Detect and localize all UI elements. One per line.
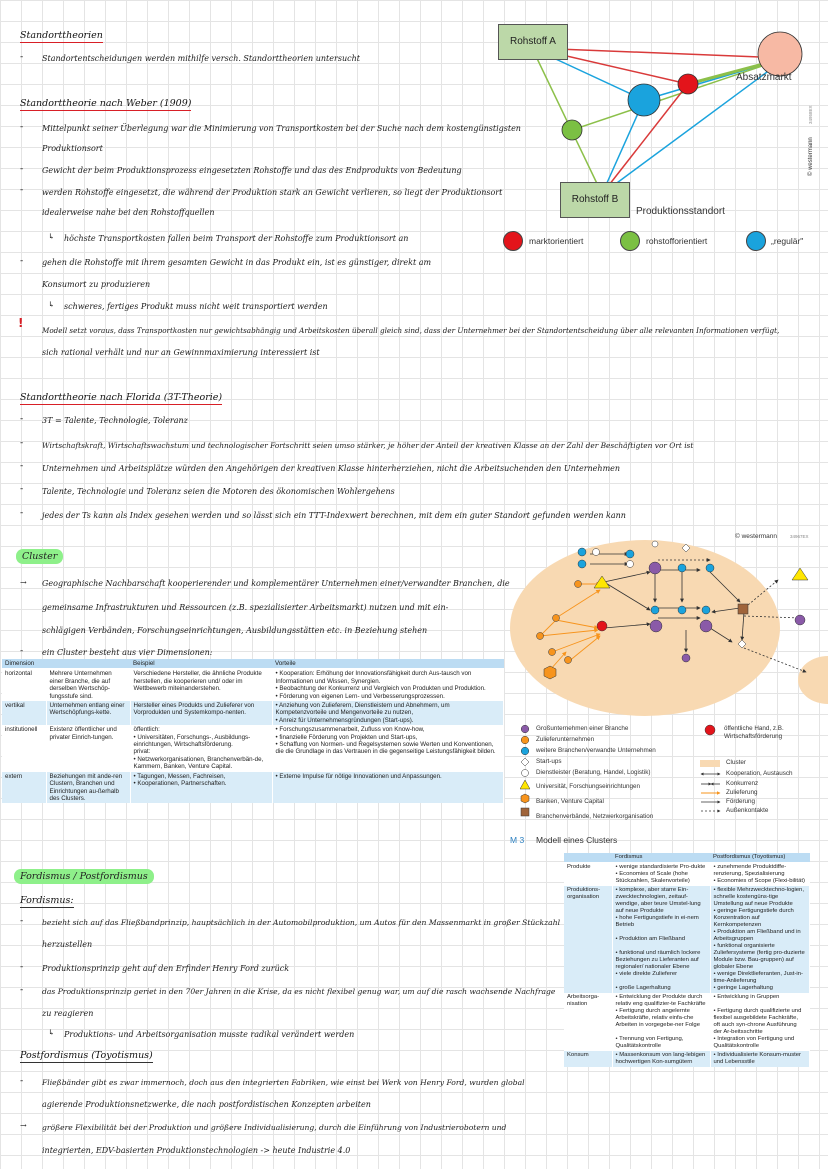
florida-line: 3T = Talente, Technologie, Toleranz [42,416,188,425]
cluster-dimensions-table [2,659,504,803]
legend-item: Zulieferung [726,789,758,796]
cluster-legend-icons-right [700,724,724,824]
legend-item: weitere Branchen/verwandte Unternehmen [536,747,656,754]
legend-item: Großunternehmen einer Branche [536,725,629,732]
table-cell: • Tagungen, Messen, Fachreisen, • Kooperationen, Partnerschaften. [130,772,272,804]
legend-item: Konkurrenz [726,780,759,787]
weber-line: Modell setzt voraus, dass Transportkosten nur gewichtsabhängig und Arbeitskosten überall gleich sind, dass der Unternehmer bei der Standortentscheidung über alle relevanten Informationen verfügt, [42,326,780,335]
postford-line: größere Flexibilität bei der Produktion und größere Individualisierung, durch die Einführung von Industrierobotern und [42,1123,507,1132]
legend-item: öffentliche Hand, z.B. Wirtschaftsförderung [724,725,784,740]
arrow-sub-icon: ↳ [48,232,55,241]
heading-standorttheorien: Standorttheorien [20,30,103,41]
ford-line: Produktions- und Arbeitsorganisation musste radikal verändert werden [64,1030,355,1039]
marktorientiert-point [678,74,698,94]
absatzmarkt-label: Absatzmarkt [736,72,792,83]
table-cell: extern [2,772,46,804]
table-header: Dimension [2,659,46,669]
bullet-dash: - [20,461,24,471]
table-cell [272,701,504,725]
table-cell: • zunehmende Produktdiffe-renzierung, Spezialisierung • Economies of Scope (Flexi-bilität) [710,863,810,887]
figure-number: M 3 [510,835,525,845]
table-cell: institutionell [2,725,46,771]
weber-line: schweres, fertiges Produkt muss nicht weit transportiert werden [64,302,328,311]
heading-fordismus: Fordismus / Postfordismus [14,869,154,884]
list-item: • Anziehung von Zulieferern, Dienstleistern und Abnehmern, um Kompetenzvorteile und Mengenvorteile zu nutzen, [275,702,450,717]
list-item: • Schaffung von Normen- und Regelsystemen sowie Werten und Konventionen, die die Grundlage in das Vertrauen in die gegenseitige Leistungsfähigkeit bilden. [275,741,496,756]
table-header [564,853,612,863]
legend-item: Banken, Venture Capital [536,798,604,805]
florida-line: Unternehmen und Arbeitsplätze würden den Angehörigen der kreativen Klasse hinterherziehen, nicht die Arbeitsuchenden den Unternehmen [42,464,621,473]
absatzmarkt-circle [758,32,802,76]
heading-cluster: Cluster [16,549,63,564]
rohstofforientiert-point [562,120,582,140]
cluster-credit-code: 34967EX [790,534,809,539]
table-cell: horizontal [2,669,46,701]
figure-caption: Modell eines Clusters [536,835,618,845]
heading-weber: Standorttheorie nach Weber (1909) [20,98,192,109]
legend-item: Universität, Forschungseinrichtungen [536,783,640,790]
table-cell: öffentlich: • Universitäten, Forschungs-, Ausbildungs-einrichtungen, Wirtschaftsförderung. privat: • Netzwerkorganisationen, Branchenverbän-de, Kammern, Banken, Venture Capital. [130,725,272,771]
bullet-dash: - [20,164,24,174]
bullet-dash: - [20,916,24,926]
rohstoff-b-box: Rohstoff B [560,182,630,218]
table-cell: Produkte [564,863,612,887]
table-row [2,701,504,725]
table-cell: • Entwicklung der Produkte durch relativ eng qualifizier-te Fachkräfte • Fertigung durch angelernte Arbeitskräfte, relativ einfa-che Arbeiten in vorgegebe-ner Folge • Trennung von Fertigung, Qualitätskontrolle [612,993,710,1051]
list-item: • Forschungszusammenarbeit, Zufluss von Know-how, [275,726,425,734]
legend-item: Kooperation, Austausch [726,770,793,777]
legend-item: Zulieferunternehmen [536,736,595,743]
table-row [2,669,504,701]
table-cell: Produktions-organisation [564,886,612,993]
list-item: • Beobachtung der Konkurrenz und Vergleich von Produkten und Produktion. [275,685,486,693]
ford-line: das Produktionsprinzip geriet in den 70er Jahren in die Krise, da es nicht flexibel genug war, um auf die rasch wachsende Nachfrage [42,987,556,996]
ford-line: zu reagieren [42,1009,94,1018]
bullet-dash: - [20,985,24,995]
table-cell: vertikal [2,701,46,725]
table-row [2,772,504,804]
bullet-dash: - [20,484,24,494]
cluster-model-diagram [510,540,828,720]
table-row [564,886,810,993]
weber-credit-code: 34958EX [808,105,813,124]
arrow-sub-icon: ↳ [48,1028,55,1037]
weber-line: Gewicht der beim Produktionsprozess eingesetzten Rohstoffe und das des Endprodukts von Bedeutung [42,166,462,175]
legend-item: Förderung [726,798,756,805]
bullet-dash: - [20,438,24,448]
table-cell [272,669,504,701]
cluster-line: gemeinsame Infrastrukturen und Ressourcen (z.B. spezialisierter Arbeitsmarkt) nutzen und mit ein- [42,603,449,612]
cluster-line: Geographische Nachbarschaft kooperierender und komplementärer Unternehmen einer/verwandter Branchen, die [42,579,510,588]
ford-line: Produktionsprinzip geht auf den Erfinder Henry Ford zurück [42,964,290,973]
bullet-dash: - [20,1076,24,1086]
fordismus-comparison-table [564,853,810,1067]
table-cell: Verschiedene Hersteller, die ähnliche Produkte herstellen, die kooperieren und/ oder im Wettbewerb miteinanderstehen. [130,669,272,701]
weber-line: werden Rohstoffe eingesetzt, die während der Produktion stark an Gewicht verlieren, so liegt der Produktionsort [42,188,503,197]
table-cell: Arbeitsorga-nisation [564,993,612,1051]
arrow-icon: → [20,1121,27,1130]
list-item: • finanzielle Förderung von Projekten und Start-ups, [275,733,418,741]
florida-line: jedes der Ts kann als Index gesehen werden und so lässt sich ein TTT-Indexwert berechnen, mit dem ein guter Standort gefunden werden kann [42,511,626,520]
arrow-sub-icon: ↳ [48,300,55,309]
weber-line: höchste Transportkosten fallen beim Transport der Rohstoffe zum Produktionsort an [64,234,409,243]
subheading-fordismus: Fordismus: [20,895,74,906]
table-cell [272,772,504,804]
warning-icon: ! [18,316,24,330]
table-cell: • Entwicklung in Gruppen • Fertigung durch qualifizierte und flexibel ausgebildete Fachkräfte, oft auch syn-chrone Ausführung der Ar-beitsschritte • Integration von Fertigung und Qualitätskontrolle [710,993,810,1051]
ford-line: herzustellen [42,940,93,949]
weber-line: idealerweise nahe bei den Rohstoffquellen [42,208,215,217]
list-item: • Anreiz für Unternehmensgründungen (Start-ups). [275,716,414,724]
bullet-dash: - [20,414,24,424]
postford-line: agierende Produktionsnetzwerke, die nach postfordistischen Konzepten arbeiten [42,1100,371,1109]
weber-line: Produktionsort [42,144,103,153]
table-header: Beispiel [130,659,272,669]
regulaer-point [628,84,660,116]
table-header [46,659,130,669]
weber-line: Mittelpunkt seiner Überlegung war die Minimierung von Transportkosten bei der Suche nach dem kostengünstigsten [42,124,521,133]
legend-regulaer-icon [746,231,766,251]
table-cell: Unternehmen entlang einer Wertschöpfungs-kette. [46,701,130,725]
bullet-dash: - [20,185,24,195]
legend-item: Cluster [726,759,746,766]
rohstoff-a-box: Rohstoff A [498,24,568,60]
bullet-dash: - [20,962,24,972]
table-cell [272,725,504,771]
legend-item: Außenkontakte [726,807,769,814]
weber-line: Konsumort zu produzieren [42,280,151,289]
table-header: Vorteile [272,659,504,669]
legend-item: Branchenverbände, Netzwerkorganisation [536,813,654,820]
table-cell: Existenz öffentlicher und privater Einrich-tungen. [46,725,130,771]
cluster-credit: © westermann [735,533,777,540]
weber-line: sich rational verhält und nur an Gewinnmaximierung interessiert ist [42,348,320,357]
postford-line: integrierten, EDV-basierten Produktionstechnologien -> heute Industrie 4.0 [42,1146,351,1155]
bullet-dash: - [20,508,24,518]
subheading-postfordismus: Postfordismus (Toyotismus) [20,1050,153,1061]
legend-marktorientiert-icon [503,231,523,251]
legend-regulaer: „regulär" [771,236,804,246]
table-row [564,863,810,887]
list-item: • Externe Impulse für nötige Innovationen und Anpassungen. [275,772,442,780]
bullet-dash: - [20,52,24,62]
standort-line: Standortentscheidungen werden mithilfe versch. Standorttheorien untersucht [42,54,360,63]
weber-credit: © westermann [808,137,814,176]
florida-line: Wirtschaftskraft, Wirtschaftswachstum und technologischer Fortschritt seien umso stärker, je höher der Anteil der kreativen Klasse an der Zahl der Beschäftigten vor Ort ist [42,441,694,450]
table-cell: • komplexe, aber starre Ein-zwecktechnologien, zeitauf-wendige, aber teure Umstel-lung auf neue Produkte • hohe Fertigungstiefe in ei-nem Betrieb • Produktion am Fließband • funktional und räumlich lockere Beziehungen zu Lieferanten auf regionaler/ nationaler Ebene • viele direkte Zulieferer • große Lagerhaltung [612,886,710,993]
table-cell: Beziehungen mit ande-ren Clustern, Branchen und Einrichtungen au-ßerhalb des Clusters. [46,772,130,804]
list-item: • Kooperation: Erhöhung der Innovationsfähigkeit durch Aus-tausch von Informationen und Wissen, Synergien. [275,670,472,685]
bullet-dash: - [20,646,24,656]
table-cell: • flexible Mehrzwecktechno-logien, schnelle kostengüns-tige Umstellung auf neue Produkte • geringe Fertigungstiefe durch Konzentration auf Kernkompetenzen • Produktion am Fließband und in Arbeitsgruppen • funktional organisierte Zuliefersysteme (fertig pro-duzierte Module bzw. Bau-gruppen) auf globaler Ebene • wenige Direktlieferanten, Just-in-time-Anlieferung • geringe Lagerhaltung [710,886,810,993]
table-row [2,725,504,771]
bullet-dash: - [20,122,24,132]
heading-florida: Standorttheorie nach Florida (3T-Theorie) [20,392,223,403]
table-cell: Mehrere Unternehmen einer Branche, die auf derselben Wertschöp-fungsstufe sind. [46,669,130,701]
list-item: • Förderung von eigenen Lern- und Verbesserungsprozessen. [275,692,445,700]
arrow-icon: → [20,578,27,587]
table-header: Postfordismus (Toyotismus) [710,853,810,863]
table-header: Fordismus [612,853,710,863]
ford-line: bezieht sich auf das Fließbandprinzip, hauptsächlich in der Automobilproduktion, um Autos für den Massenmarkt in großer Stückzahl [42,918,561,927]
table-cell: Konsum [564,1051,612,1067]
legend-item: Dienstleister (Beratung, Handel, Logistik) [536,769,651,776]
cluster-legend-icons [520,724,530,820]
cluster-line: ein Cluster besteht aus vier Dimensionen: [42,648,213,657]
florida-line: Talente, Technologie und Toleranz seien die Motoren des ökonomischen Wohlergehens [42,487,395,496]
table-row [564,993,810,1051]
table-cell: Hersteller eines Produkts und Zulieferer von Vorprodukten und Systemkompo-nenten. [130,701,272,725]
table-cell: • wenige standardisierte Pro-dukte • Economies of Scale (hohe Stückzahlen, Skalenvorteile) [612,863,710,887]
cluster-line: schlägigen Verbänden, Forschungseinrichtungen, Ausbildungsstätten etc. in Beziehung stehen [42,626,428,635]
legend-item: Start-ups [536,758,562,765]
bullet-dash: - [20,256,24,266]
legend-rohstofforientiert-icon [620,231,640,251]
table-row [564,1051,810,1067]
table-cell: • Massenkonsum von lang-lebigen hochwertigen Kon-sumgütern [612,1051,710,1067]
produktionsstandort-label: Produktionsstandort [636,206,725,217]
table-cell: • Individualisierte Konsum-muster und Lebensstile [710,1051,810,1067]
legend-marktorientiert: marktorientiert [529,236,584,246]
weber-line: gehen die Rohstoffe mit ihrem gesamten Gewicht in das Produkt ein, ist es günstiger, direkt am [42,258,432,267]
postford-line: Fließbänder gibt es zwar immernoch, doch aus den integrierten Fabriken, wie einst bei Werk von Henry Ford, wurden global [42,1078,525,1087]
legend-rohstofforientiert: rohstofforientiert [646,236,708,246]
